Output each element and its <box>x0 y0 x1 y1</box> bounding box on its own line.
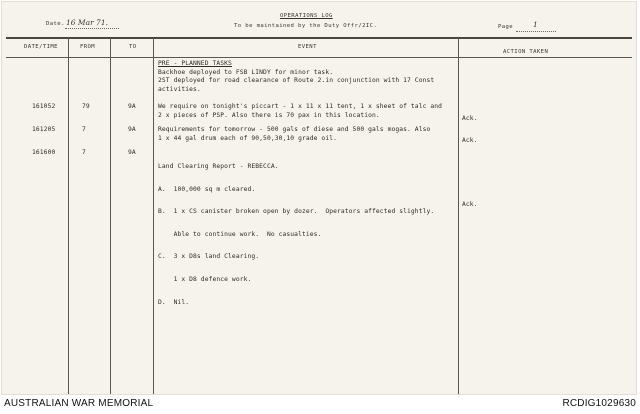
page-value: 1 <box>533 20 538 29</box>
event-line: Land Clearing Report - REBECCA. <box>158 163 279 170</box>
event-line: PRE - PLANNED TASKS <box>158 60 232 67</box>
entry-to: 9A <box>128 103 136 110</box>
column-header-datetime: DATE/TIME <box>24 44 58 50</box>
event-line: 2ST deployed for road clearance of Route 2.in conjunction with 17 Const <box>158 77 435 85</box>
event-line: D. Nil. <box>158 298 190 306</box>
entry-from: 79 <box>82 103 90 110</box>
event-line: Backhoe deployed to FSB LINDY for minor task. <box>158 68 334 76</box>
table-row <box>158 149 434 321</box>
column-header-to: TO <box>129 44 137 50</box>
footer-institution: AUSTRALIAN WAR MEMORIAL <box>4 398 154 409</box>
event-line: Requirements for tomorrow - 500 gals of diese and 500 gals mogas. Also <box>158 126 431 133</box>
event-line: 1 x D8 defence work. <box>158 275 252 283</box>
col-divider-event <box>153 38 154 394</box>
table-header-rule <box>6 57 632 58</box>
entry-datetime: 161600 <box>32 149 56 156</box>
date-label: Date. <box>46 21 65 27</box>
table-row <box>158 126 430 143</box>
event-line: B. 1 x CS canister broken open by dozer. Operators affected slightly. <box>158 208 435 216</box>
entry-to: 9A <box>128 149 136 156</box>
entry-from: 7 <box>82 149 86 156</box>
entry-action: Ack. <box>462 201 478 208</box>
page-label: Page <box>498 24 514 30</box>
date-underline <box>65 28 119 29</box>
entry-action: Ack. <box>462 115 478 122</box>
log-title: OPERATIONS LOG <box>280 13 333 19</box>
event-line: We require on tonight's piccart - 1 x 11 x 11 tent, 1 x sheet of talc and <box>158 103 443 110</box>
entry-action: Ack. <box>462 137 478 144</box>
event-line: activities. <box>158 85 201 93</box>
event-line: 2 x pieces of PSP. Also there is 70 pax in this location. <box>158 111 380 119</box>
event-line: A. 100,000 sq m cleared. <box>158 185 256 193</box>
event-line: 1 x 44 gal drum each of 90,50,30,10 grade oil. <box>158 134 337 142</box>
footer-record-id: RCDIG1029630 <box>562 398 636 409</box>
event-line: C. 3 x D8s land Clearing. <box>158 253 260 261</box>
date-value: 16 Mar 71. <box>66 18 108 27</box>
col-divider-from <box>68 38 69 394</box>
log-sheet <box>2 2 636 394</box>
log-subtitle: To be maintained by the Duty Offr/2IC. <box>234 23 378 29</box>
col-divider-action <box>458 38 459 394</box>
event-line: Able to continue work. No casualties. <box>158 230 322 238</box>
table-row <box>158 103 442 120</box>
page-underline <box>516 31 556 32</box>
column-header-action-taken: ACTION TAKEN <box>503 49 549 55</box>
table-row <box>158 60 434 94</box>
entry-datetime: 161205 <box>32 126 56 133</box>
entry-to: 9A <box>128 126 136 133</box>
col-divider-to <box>110 38 111 394</box>
column-header-from: FROM <box>80 44 96 50</box>
entry-datetime: 161052 <box>32 103 56 110</box>
entry-from: 7 <box>82 126 86 133</box>
column-header-event: EVENT <box>298 44 317 50</box>
table-top-rule <box>6 37 632 39</box>
